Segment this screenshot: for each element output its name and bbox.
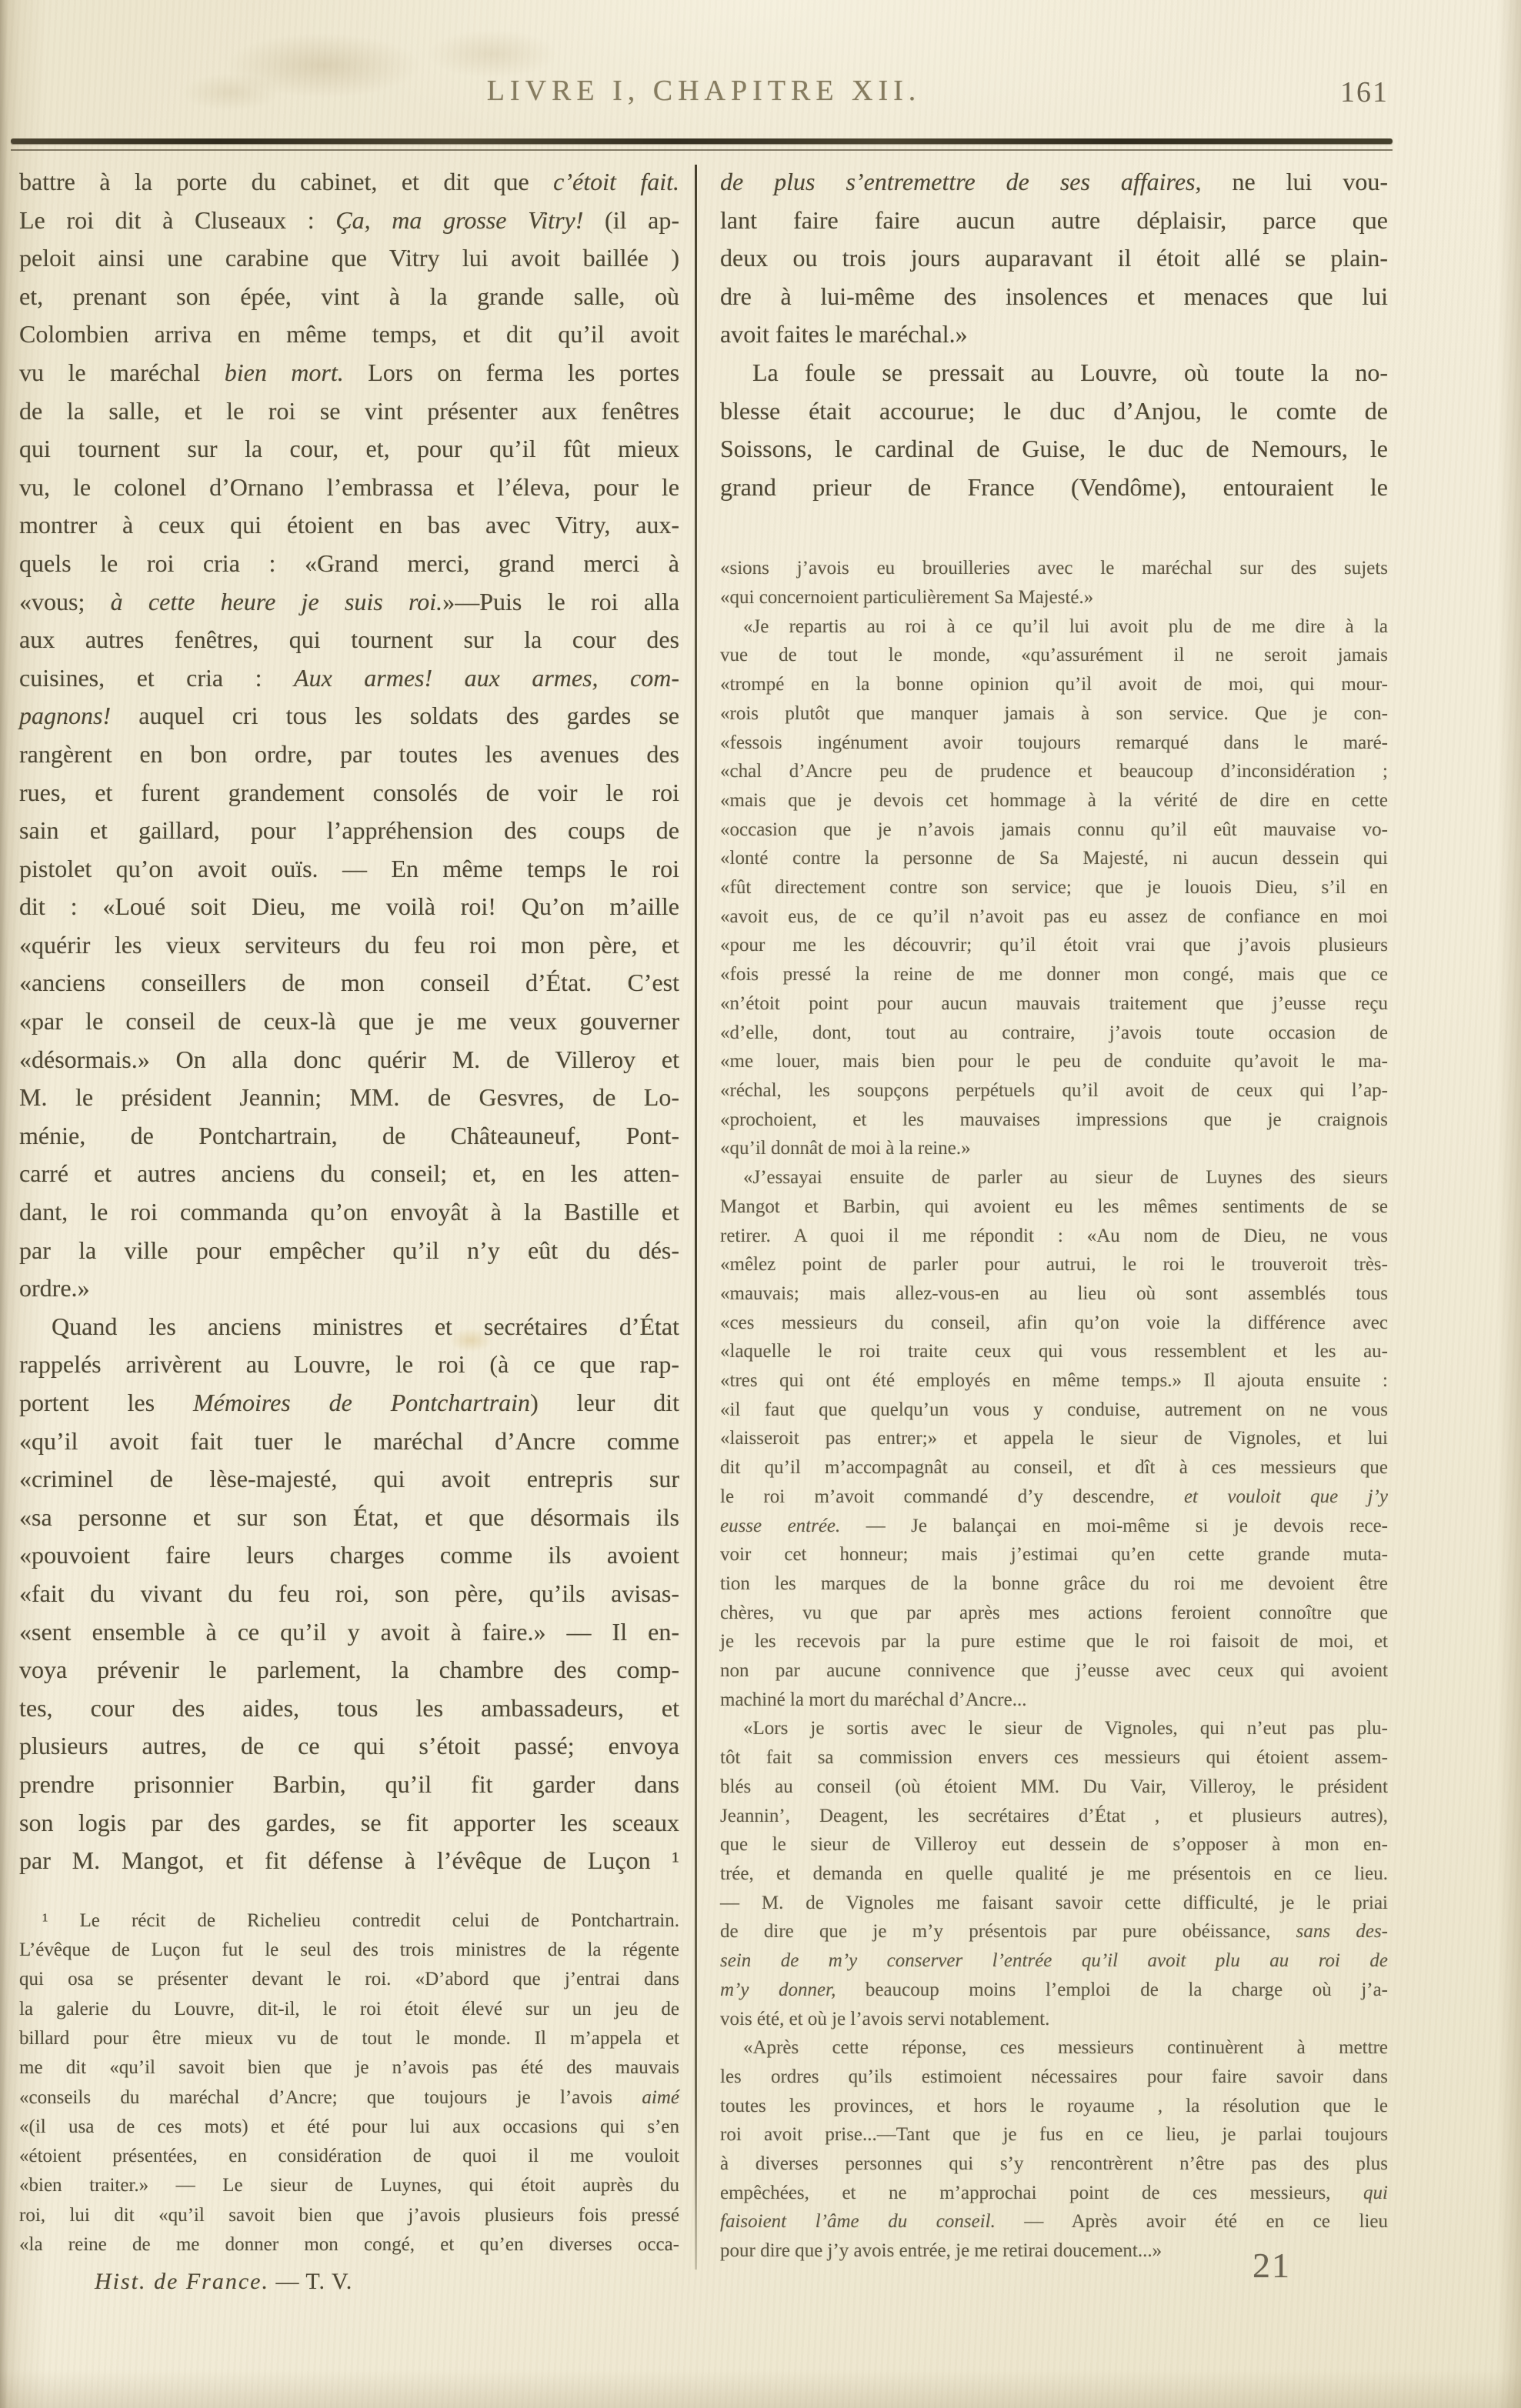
page-number: 161: [1340, 76, 1389, 108]
text-line: «par le conseil de ceux-là que je me veux gouverner: [19, 1007, 679, 1036]
text-line: cuisines, et cria : Aux armes! aux armes, com-: [19, 663, 680, 692]
text-line: «mauvais; mais allez-vous-en au lieu où sont assemblés tous: [720, 1282, 1388, 1304]
text-line: quels le roi cria : «Grand merci, grand merci à: [19, 549, 679, 577]
text-line: «tres qui ont été employés en même temps.» Il ajouta ensuite :: [720, 1370, 1388, 1392]
text-line: «sions j’avois eu brouilleries avec le maréchal sur des sujets: [720, 558, 1388, 579]
text-line: «Après cette réponse, ces messieurs continuèrent à mettre: [743, 2037, 1388, 2059]
text-line: «sent ensemble à ce qu’il y avoit à faire.» — Il en-: [19, 1617, 679, 1646]
left-main-text: [19, 163, 679, 1880]
text-line: faisoient l’âme du conseil. — Après avoir été en ce lieu: [720, 2211, 1389, 2233]
text-line: que le sieur de Villeroy eut dessein de s’opposer à mon en-: [720, 1834, 1388, 1856]
text-line: «(il usa de ces mots) et été pour lui aux occasions qui s’en: [19, 2116, 679, 2137]
text-line: «quérir les vieux serviteurs du feu roi mon père, et: [19, 930, 679, 959]
text-line: Colombien arriva en même temps, et dit qu’il avoit: [19, 320, 679, 349]
signature-line: Hist. de France. — T. V.: [95, 2269, 353, 2295]
text-line: billard pour être mieux vu de tout le monde. Il m’appela et: [19, 2027, 679, 2049]
text-line: par M. Mangot, et fit défense à l’évêque de Luçon ¹: [19, 1846, 679, 1875]
text-line: de dire que je m’y présentois par pure obéissance, sans des-: [720, 1921, 1389, 1943]
text-line: «étoient présentées, en considération de quoi il me vouloit: [19, 2146, 679, 2167]
text-line: me dit «qu’il savoit bien que je n’avois pas été des mauvais: [19, 2057, 679, 2079]
text-line: Quand les anciens ministres et secrétaires d’État: [52, 1312, 679, 1340]
text-line: «sa personne et sur son État, et que désormais ils: [19, 1502, 679, 1531]
page-header: [19, 74, 1389, 114]
text-line: portent les Mémoires de Pontchartrain) leur dit: [19, 1389, 680, 1416]
text-line: blés au conseil (où étoient MM. Du Vair, Villeroy, le président: [720, 1776, 1388, 1797]
text-line: pistolet qu’on avoit ouïs. — En même temps le roi: [19, 854, 679, 882]
text-line: «bien traiter.» — Le sieur de Luynes, qui étoit auprès du: [19, 2175, 679, 2196]
text-line: «pouvoient faire leurs charges comme ils avoient: [19, 1541, 679, 1569]
text-line: qui osa se présenter devant le roi. «D’abord que j’entrai dans: [19, 1969, 679, 1990]
text-line: «vous; à cette heure je suis roi.»—Puis le roi alla: [19, 587, 680, 615]
text-line: «mais que je devois cet hommage à la vérité de dire en cette: [720, 789, 1388, 811]
text-line: prendre prisonnier Barbin, qu’il fit garder dans: [19, 1769, 679, 1798]
text-line: M. le président Jeannin; MM. de Gesvres, de Lo-: [19, 1083, 679, 1112]
text-line: le roi m’avoit commandé d’y descendre, et vouloit que j’y: [720, 1486, 1388, 1507]
text-line: roi avoit prise...—Tant que je fus en ce lieu, je parlai toujours: [720, 2124, 1388, 2146]
text-line: à diverses personnes qui s’y rencontrèrent n’être pas des plus: [720, 2153, 1388, 2175]
text-line: «rois plutôt que manquer jamais à son service. Que je con-: [720, 702, 1388, 724]
text-line: L’évêque de Luçon fut le seul des trois ministres de la régente: [19, 1939, 679, 1961]
text-line: «il faut que quelqu’un vous y conduise, autrement on ne vous: [720, 1399, 1388, 1420]
text-line: «d’elle, dont, tout au contraire, j’avois toute occasion de: [720, 1022, 1388, 1043]
text-line: «mêlez point de parler pour autrui, le roi le trouveroit très-: [720, 1254, 1388, 1276]
text-line: «qu’il donnât de moi à la reine.»: [720, 1138, 971, 1159]
text-line: «ces messieurs du conseil, afin qu’on voie la différence avec: [720, 1312, 1388, 1333]
text-line: grand prieur de France (Vendôme), entouraient le: [720, 472, 1388, 501]
text-line: rappelés arrivèrent au Louvre, le roi (à ce que rap-: [19, 1350, 679, 1379]
text-line: trée, et demanda en quelle qualité je me présentois en ce lieu.: [720, 1863, 1388, 1884]
text-line: et, prenant son épée, vint à la grande salle, où: [19, 282, 679, 310]
chapter-heading: LIVRE I, CHAPITRE XII.: [486, 75, 922, 107]
text-line: roi, lui dit «qu’il savoit bien que j’avois plusieurs fois pressé: [19, 2204, 679, 2226]
text-line: Jeannin’, Deagent, les secrétaires d’État , et plusieurs autres),: [720, 1805, 1388, 1826]
text-line: Soissons, le cardinal de Guise, le duc de Nemours, le: [720, 435, 1388, 463]
text-line: «laisseroit pas entrer;» et appela le sieur de Vignoles, et lui: [720, 1428, 1388, 1449]
right-main-text: [720, 163, 1388, 506]
text-line: peloit ainsi une carabine que Vitry lui avoit baillée ): [19, 244, 679, 272]
text-line: chères, vu que par après mes actions feroient connoître que: [720, 1602, 1388, 1623]
text-line: plusieurs autres, de ce qui s’étoit passé; envoya: [19, 1732, 679, 1760]
text-line: «trompé en la bonne opinion qu’il avoit de moi, qui mour-: [720, 674, 1388, 695]
header-rule-thick: [11, 138, 1393, 144]
text-line: non par aucune connivence que j’eusse avec ceux qui avoient: [720, 1660, 1388, 1682]
text-line: «laquelle le roi traite ceux qui vous ressemblent et les au-: [720, 1341, 1388, 1362]
text-line: La foule se pressait au Louvre, où toute la no-: [752, 358, 1388, 386]
header-rule-thin: [11, 149, 1393, 151]
text-line: dre à lui-même des insolences et menaces que lui: [720, 282, 1388, 310]
text-line: dit qu’il m’accompagnât au conseil, et dît à ces messieurs que: [720, 1457, 1388, 1479]
text-line: «occasion que je n’avois jamais connu qu’il eût mauvaise vo-: [720, 819, 1388, 840]
text-line: vois été, et où je l’avois servi notablement.: [720, 2008, 1050, 2029]
text-line: ¹ Le récit de Richelieu contredit celui de Pontchartrain.: [42, 1909, 679, 1931]
text-line: dant, le roi commanda qu’on envoyât à la Bastille et: [19, 1198, 679, 1226]
text-line: de plus s’entremettre de ses affaires, ne lui vou-: [720, 168, 1389, 195]
text-line: «Je repartis au roi à ce qu’il lui avoit plu de me dire à la: [743, 615, 1388, 637]
text-line: blesse était accourue; le duc d’Anjou, le comte de: [720, 396, 1388, 425]
text-line: «J’essayai ensuite de parler au sieur de Luynes des sieurs: [743, 1167, 1388, 1189]
text-line: carré et autres anciens du conseil; et, en les atten-: [19, 1159, 679, 1188]
text-line: toutes les provinces, et hors le royaume , la résolution que le: [720, 2095, 1388, 2116]
text-line: «avoit eus, de ce qu’il n’avoit pas eu assez de confiance en moi: [720, 906, 1388, 927]
text-line: avoit faites le maréchal.»: [720, 320, 968, 349]
text-line: «réchal, les soupçons perpétuels qu’il avoit de ceux qui l’ap-: [720, 1080, 1388, 1101]
text-line: sain et gaillard, pour l’appréhension des coups de: [19, 816, 679, 845]
signature-number: 21: [1252, 2246, 1291, 2285]
text-line: aux autres fenêtres, qui tournent sur la cour des: [19, 625, 679, 654]
text-line: sein de m’y conserver l’entrée qu’il avoit plu au roi de: [720, 1950, 1388, 1972]
text-line: montrer à ceux qui étoient en bas avec Vitry, aux-: [19, 511, 679, 539]
text-line: «me louer, mais bien pour le peu de conduite qu’avoit le ma-: [720, 1051, 1388, 1072]
text-line: ordre.»: [19, 1274, 90, 1302]
text-line: tion les marques de la bonne grâce du roi me devoient être: [720, 1573, 1388, 1594]
header-rule: [11, 138, 1393, 151]
text-line: vue de tout le monde, «qu’assurément il ne seroit jamais: [720, 645, 1388, 666]
text-line: deux ou trois jours auparavant il étoit allé se plain-: [720, 244, 1388, 272]
text-line: Le roi dit à Cluseaux : Ça, ma grosse Vitry! (il ap-: [19, 205, 680, 234]
text-line: «lonté contre la personne de Sa Majesté, ni aucun dessein qui: [720, 848, 1388, 869]
text-line: «qu’il avoit fait tuer le maréchal d’Ancre comme: [19, 1426, 679, 1455]
text-line: «n’étoit point pour aucun mauvais traitement que j’eusse reçu: [720, 992, 1388, 1014]
text-line: «pour me les découvrir; qu’il étoit vrai que j’avois plusieurs: [720, 935, 1388, 956]
footnote-continuation: [720, 554, 1388, 2265]
text-line: rues, et furent grandement consolés de voir le roi: [19, 778, 679, 806]
text-line: de la salle, et le roi se vint présenter aux fenêtres: [19, 396, 679, 425]
text-line: — M. de Vignoles me faisant savoir cette difficulté, je le priai: [720, 1892, 1388, 1913]
text-line: «conseils du maréchal d’Ancre; que toujours je l’avois aimé: [19, 2086, 679, 2108]
text-line: voir cet honneur; mais j’estimai qu’en cette grande muta-: [720, 1544, 1388, 1566]
text-line: «fait du vivant du feu roi, son père, qu’ils avisas-: [19, 1579, 679, 1607]
text-line: pour dire que j’y avois entrée, je me retirai doucement...»: [720, 2240, 1162, 2262]
text-line: vu, le colonel d’Ornano l’embrassa et l’éleva, pour le: [19, 472, 679, 501]
text-line: vu le maréchal bien mort. Lors on ferma les portes: [19, 358, 680, 386]
text-line: qui tournent sur la cour, et, pour qu’il fût mieux: [19, 435, 679, 463]
text-line: machiné la mort du maréchal d’Ancre...: [720, 1689, 1027, 1710]
text-line: voya prévenir le parlement, la chambre des comp-: [19, 1656, 679, 1684]
column-divider: [695, 165, 697, 2270]
text-line: m’y donner, beaucoup moins l’emploi de la charge où j’a-: [720, 1979, 1389, 2000]
text-line: «désormais.» On alla donc quérir M. de Villeroy et: [19, 1045, 679, 1073]
text-line: Mangot et Barbin, qui avoient eu les mêmes sentiments de se: [720, 1196, 1388, 1217]
text-line: «prochoient, et les mauvaises impressions que je craignois: [720, 1109, 1388, 1130]
text-line: je les recevois par la pure estime que le roi faisoit de moi, et: [720, 1631, 1388, 1653]
text-line: «anciens conseillers de mon conseil d’État. C’est: [19, 969, 679, 997]
text-line: «qui concernoient particulièrement Sa Majesté.»: [720, 587, 1094, 609]
text-line: retirer. A quoi il me répondit : «Au nom de Dieu, ne vous: [720, 1225, 1388, 1246]
text-line: la galerie du Louvre, dit-il, le roi étoit élevé sur un jeu de: [19, 1998, 679, 2019]
text-line: «fessois ingénument avoir toujours remarqué dans le maré-: [720, 732, 1388, 753]
text-line: lant faire faire aucun autre déplaisir, parce que: [720, 205, 1388, 234]
text-line: ménie, de Pontchartrain, de Châteauneuf, Pont-: [19, 1121, 679, 1149]
text-line: dit : «Loué soit Dieu, me voilà roi! Qu’on m’aille: [19, 892, 679, 921]
text-line: «chal d’Ancre peu de prudence et beaucoup d’inconsidération ;: [720, 761, 1388, 782]
text-line: empêchées, et ne m’approchai point de ces messieurs, qui: [720, 2182, 1388, 2203]
text-line: eusse entrée. — Je balançai en moi-même si je devois rece-: [720, 1515, 1388, 1536]
text-line: «fois pressé la reine de me donner mon congé, mais que ce: [720, 964, 1388, 986]
text-line: rangèrent en bon ordre, par toutes les avenues des: [19, 739, 679, 768]
text-line: son logis par des gardes, se fit apporter les sceaux: [19, 1808, 679, 1836]
text-line: tes, cour des aides, tous les ambassadeurs, et: [19, 1693, 679, 1722]
text-line: par la ville pour empêcher qu’il n’y eût du dés-: [19, 1236, 679, 1264]
right-column: [720, 163, 1388, 2266]
text-line: «Lors je sortis avec le sieur de Vignoles, qui n’eut pas plu-: [743, 1718, 1388, 1739]
text-line: pagnons! auquel cri tous les soldats des gardes se: [19, 702, 679, 730]
text-line: «la reine de me donner mon congé, et qu’en diverses occa-: [19, 2233, 679, 2255]
text-line: tôt fait sa commission envers ces messieurs qui étoient assem-: [720, 1747, 1388, 1769]
text-line: les ordres qu’ils estimoient nécessaires pour faire savoir dans: [720, 2066, 1388, 2087]
left-column: [19, 163, 679, 2295]
text-line: «criminel de lèse-majesté, qui avoit entrepris sur: [19, 1465, 679, 1493]
text-line: battre à la porte du cabinet, et dit que c’étoit fait.: [19, 168, 680, 195]
footnote: [19, 1906, 679, 2260]
text-line: «fût directement contre son service; que je louois Dieu, s’il en: [720, 877, 1388, 899]
